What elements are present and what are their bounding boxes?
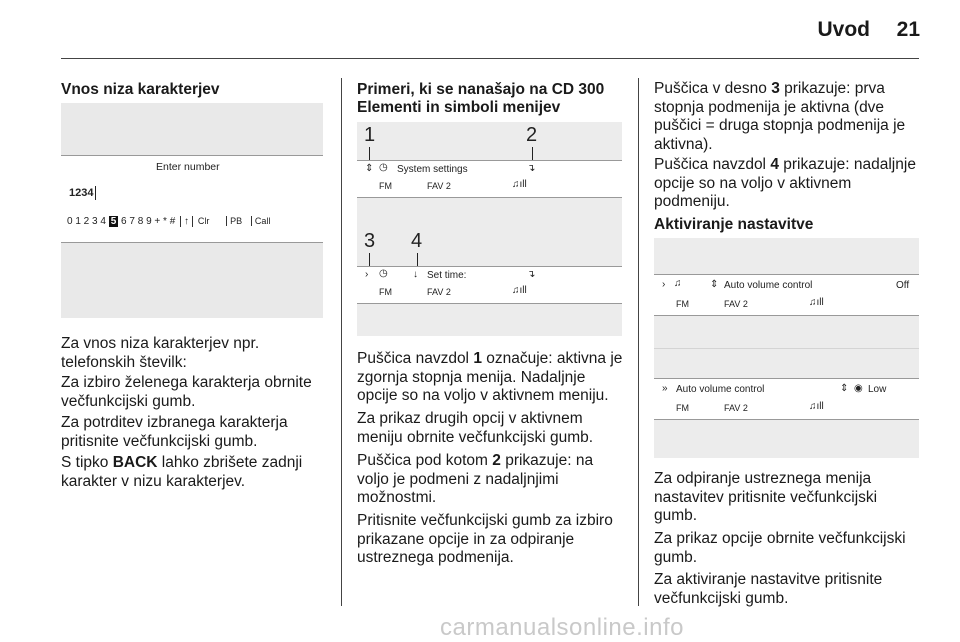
down-arrow-icon: ⇕ <box>365 163 374 174</box>
paragraph: Za prikaz opcije obrnite večfunkcijski gumb. <box>654 530 906 566</box>
display-title: Enter number <box>156 161 220 173</box>
music-signal-icon: ♫ıll <box>809 297 824 308</box>
call-key: Call <box>251 216 271 226</box>
figure-activate-setting <box>654 238 919 458</box>
paragraph: Pritisnite večfunkcijski gumb za izbiro prikazane opcije in za odpiranje ustreznega podmenija. <box>357 512 613 566</box>
display-system-settings <box>357 160 622 198</box>
paragraph: Puščica navzdol 1 označuje: aktivna je zgornja stopnja menija. Nadaljnje opcije so na voljo v aktivnem meniju. <box>357 350 623 404</box>
source-label: FM <box>379 287 392 297</box>
callout-1: 1 <box>364 124 376 146</box>
character-row <box>67 216 270 227</box>
submenu-arrow-icon: ↴ <box>527 163 536 174</box>
up-down-arrow-icon: ⇕ <box>710 279 719 290</box>
page-number: 21 <box>896 18 920 41</box>
section-title: Uvod <box>817 18 870 41</box>
digit-list: 6 7 8 9 + * # <box>121 216 176 227</box>
right-arrow-icon: › <box>365 269 369 280</box>
paragraph: S tipko BACK lahko zbrišete zadnji karakter v nizu karakterjev. <box>61 454 303 490</box>
music-signal-icon: ♫ıll <box>809 401 824 412</box>
down-arrow-icon: ↓ <box>413 269 418 280</box>
paragraph: Puščica navzdol 4 prikazuje: nadaljnje opcije so na voljo v aktivnem podmeniju. <box>654 156 916 210</box>
double-right-arrow-icon: » <box>662 383 668 394</box>
up-down-arrow-icon: ⇕ <box>840 383 849 394</box>
right-arrow-icon: › <box>662 279 666 290</box>
display-set-time <box>357 266 622 304</box>
submenu-arrow-icon: ↴ <box>527 269 536 280</box>
preset-label: FAV 2 <box>724 299 748 309</box>
figure-enter-number <box>61 103 323 318</box>
source-label: FM <box>676 299 689 309</box>
clock-icon: ◷ <box>379 162 388 173</box>
paragraph: Za odpiranje ustreznega menija nastavitev pritisnite večfunkcijski gumb. <box>654 470 878 524</box>
callout-4: 4 <box>411 230 423 252</box>
paragraph: Puščica v desno 3 prikazuje: prva stopnja podmenija je aktivna (dve puščici = druga stopnja podmenija je aktivna). <box>654 80 906 153</box>
menu-title: Auto volume control <box>676 384 765 395</box>
preset-label: FAV 2 <box>427 287 451 297</box>
callout-3: 3 <box>364 230 376 252</box>
menu-title: System settings <box>397 164 468 175</box>
column-divider <box>341 78 342 606</box>
radio-selected-icon: ◉ <box>854 383 863 394</box>
selected-character: 5 <box>110 216 117 227</box>
paragraph: Za potrditev izbranega karakterja pritisnite večfunkcijski gumb. <box>61 414 288 450</box>
heading-activate-setting: Aktiviranje nastavitve <box>654 216 814 233</box>
music-signal-icon: ♫ıll <box>512 285 527 296</box>
paragraph: Za vnos niza karakterjev npr. telefonskih številk: <box>61 335 260 371</box>
paragraph: Za aktiviranje nastavitve pritisnite večfunkcijski gumb. <box>654 571 883 607</box>
header-divider <box>61 58 919 59</box>
menu-title: Auto volume control <box>724 280 813 291</box>
heading-string-input: Vnos niza karakterjev <box>61 81 220 98</box>
clock-icon: ◷ <box>379 268 388 279</box>
menu-title: Set time: <box>427 270 467 281</box>
setting-value: Low <box>868 384 887 395</box>
display-auto-volume-low <box>654 378 919 420</box>
clear-key: Clr <box>197 216 210 226</box>
callout-2: 2 <box>526 124 538 146</box>
paragraph: Za izbiro želenega karakterja obrnite večfunkcijski gumb. <box>61 374 312 410</box>
cursor-icon <box>95 186 96 200</box>
music-note-icon: ♫ <box>674 278 682 289</box>
heading-examples: Primeri, ki se nanašajo na CD 300 <box>357 81 605 98</box>
preset-label: FAV 2 <box>427 181 451 191</box>
phonebook-key: PB <box>226 216 242 226</box>
music-signal-icon: ♫ıll <box>512 179 527 190</box>
paragraph: Za prikaz drugih opcij v aktivnem meniju obrnite večfunkcijski gumb. <box>357 410 594 446</box>
heading-menu-elements: Elementi in simboli menijev <box>357 99 561 116</box>
paragraph: Puščica pod kotom 2 prikazuje: na voljo je podmeni z nadaljnjimi možnostmi. <box>357 452 594 506</box>
preset-label: FAV 2 <box>724 403 748 413</box>
setting-value: Off <box>896 280 910 291</box>
space-arrow-icon: ↑ <box>180 216 193 227</box>
display-enter-number <box>61 155 323 243</box>
display-auto-volume-off <box>654 274 919 316</box>
entered-number: 1234 <box>69 186 96 200</box>
digit-list: 0 1 2 3 4 <box>67 216 106 227</box>
figure-menu-symbols <box>357 122 622 336</box>
column-divider <box>638 78 639 606</box>
source-label: FM <box>379 181 392 191</box>
watermark: carmanualsonline.info <box>440 614 684 641</box>
figure-separator <box>654 348 919 349</box>
source-label: FM <box>676 403 689 413</box>
